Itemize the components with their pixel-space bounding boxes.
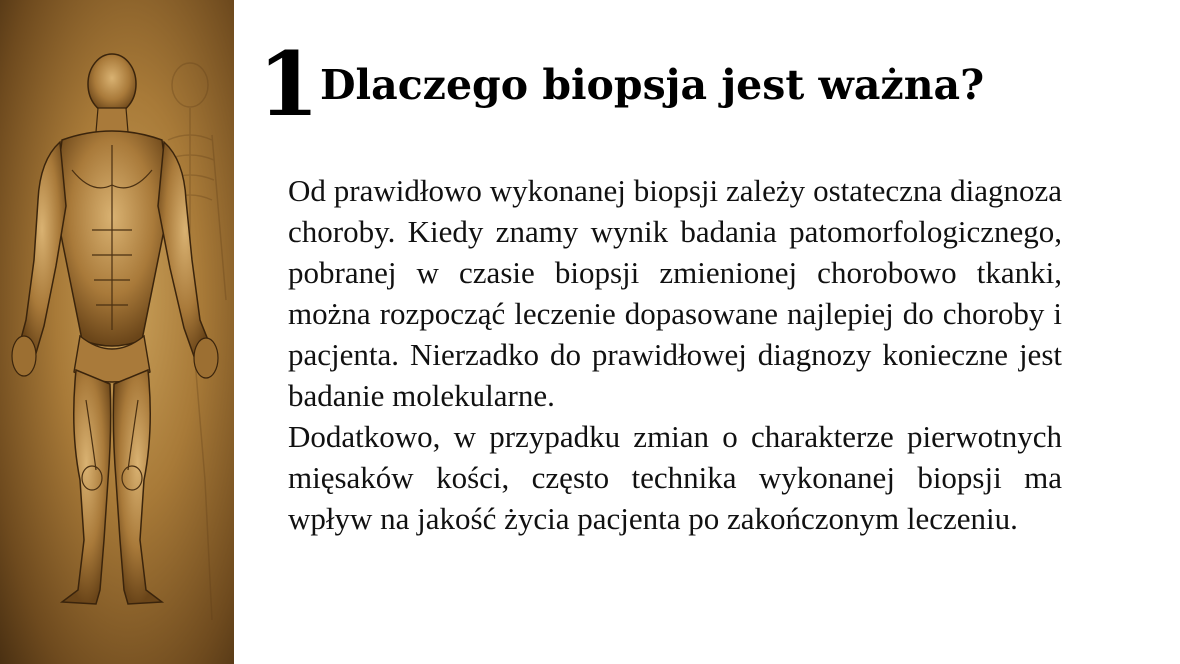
slide-title: Dlaczego biopsja jest ważna?: [320, 61, 985, 109]
paragraph-sarcoma: Dodatkowo, w przypadku zmian o charakterze pierwotnych mięsaków kości, często technika wykonanej biopsji ma wpływ na jakość życia pacjenta po zakończonym leczeniu.: [288, 419, 1062, 536]
slide-number: 1: [258, 32, 320, 136]
paragraph-diagnosis: Od prawidłowo wykonanej biopsji zależy ostateczna diagnoza choroby. Kiedy znamy wynik badania patomorfologicznego, pobranej w czasie biopsji zmienionej chorobowo tkanki, można rozpocząć leczenie dopasowane najlepiej do choroby i pacjenta. Nierzadko do prawidłowej diagnozy konieczne jest badanie molekularne.: [288, 173, 1062, 413]
anatomy-illustration: [0, 0, 234, 664]
body-text: [288, 170, 1062, 539]
anatomy-figure-icon: [0, 0, 234, 664]
